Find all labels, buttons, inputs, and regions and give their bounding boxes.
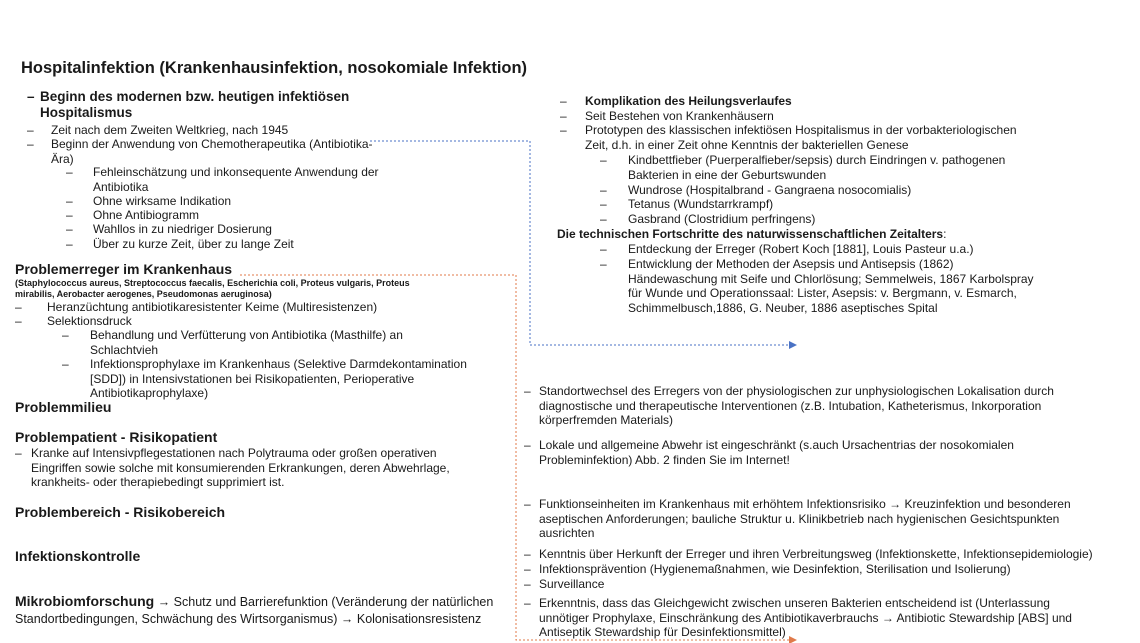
- patient-right-text: – Lokale und allgemeine Abwehr ist eingeschränkt (s.auch Ursachentrias der nosokomialen Probleminfektion) Abb. 2 finden Sie im Internet!: [524, 438, 1014, 467]
- tech-heading: Die technischen Fortschritte des naturwissenschaftlichen Zeitalters:: [557, 227, 947, 241]
- problempatient-heading: Problempatient - Risikopatient: [15, 429, 218, 445]
- sub-list-item: – Über zu kurze Zeit, über zu lange Zeit: [66, 237, 294, 251]
- hospitalismus-heading: – Beginn des modernen bzw. heutigen infektiösen Hospitalismus: [27, 89, 350, 120]
- kontrolle-item: – Kenntnis über Herkunft der Erreger und ihren Verbreitungsweg (Infektionskette, Infektionsepidemiologie): [524, 547, 1093, 561]
- problemerreger-heading: Problemerreger im Krankenhaus: [15, 261, 233, 277]
- right-sub-item: – Wundrose (Hospitalbrand - Gangraena nosocomialis): [600, 183, 912, 197]
- mikrobiom-block: [15, 593, 510, 628]
- list-item: – Heranzüchtung antibiotikaresistenter Keime (Multiresistenzen): [15, 300, 378, 314]
- milieu-text: – Standortwechsel des Erregers von der physiologischen zur unphysiologischen Lokalisation durch diagnostische und therapeutische Interventionen (z.B. Intubation, Katheterismus, Inkorporation körperfremden Materials): [524, 384, 1054, 428]
- mikrobiom-right-text: – Erkenntnis, dass das Gleichgewicht zwischen unseren Bakterien entscheidend ist (Unterlassung unnötiger Prophylaxe, Einschränkung des Antibiotikaverbrauchs → Antibiotic Stewardship [ABS] und Antiseptik Stewardship für Desinfektionsmittel): [524, 596, 1072, 640]
- right-sub-item: – Gasbrand (Clostridium perfringens): [600, 212, 816, 226]
- sub-list-item: – Wahllos in zu niedriger Dosierung: [66, 222, 272, 236]
- kontrolle-item: – Infektionsprävention (Hygienemaßnahmen, wie Desinfektion, Sterilisation und Isolierung): [524, 562, 1011, 576]
- right-sub-item: – Tetanus (Wundstarrkrampf): [600, 197, 774, 211]
- sub-list-item: – Infektionsprophylaxe im Krankenhaus (Selektive Darmdekontamination [SDD]) in Intensivstationen bei Risikopatienten, Perioperative Antibiotikaprophylaxe): [62, 357, 467, 401]
- right-sub-item: – Kindbettfieber (Puerperalfieber/sepsis) durch Eindringen v. pathogenen Bakterien in eine der Geburtswunden: [600, 153, 1006, 182]
- sub-list-item: – Ohne Antibiogramm: [66, 208, 200, 222]
- erreger-list: (Staphylococcus aureus, Streptococcus faecalis, Escherichia coli, Proteus vulgaris, Proteus mirabilis, Aerobacter aerogenes, Pseudomonas aeruginosa): [15, 278, 410, 299]
- right-sub-item: – Entwicklung der Methoden der Asepsis und Antisepsis (1862) Händewaschung mit Seife und Chlorlösung; Semmelweis, 1867 Karbolspray für Wunde und Operationssaal: Lister, Asepsis: v. Bergmann, v. Esmarch, Schimmelbusch,1886, G. Neuber, 1886 aseptisches Spital: [600, 257, 1034, 315]
- sub-list-item: – Fehleinschätzung und inkonsequente Anwendung der Antibiotika: [66, 165, 379, 194]
- problemmilieu-heading: Problemmilieu: [15, 399, 112, 415]
- right-list-item: – Komplikation des Heilungsverlaufes: [560, 94, 792, 108]
- list-item: – Selektionsdruck: [15, 314, 132, 328]
- right-list-item: – Prototypen des klassischen infektiösen Hospitalismus in der vorbakteriologischen Zeit, d.h. in einer Zeit ohne Kenntnis der bakteriellen Genese: [560, 123, 1017, 152]
- kontrolle-item: – Surveillance: [524, 577, 605, 591]
- mikrobiom-heading: Mikrobiomforschung: [15, 593, 155, 609]
- right-list-item: – Seit Bestehen von Krankenhäusern: [560, 109, 774, 123]
- page-title: Hospitalinfektion (Krankenhausinfektion, nosokomiale Infektion): [21, 59, 528, 77]
- patient-text: – Kranke auf Intensivpflegestationen nach Polytrauma oder großen operativen Eingriffen sowie solche mit konsumierenden Erkrankungen, deren Abwehrlage, krankheits- oder therapiebedingt supprimiert ist.: [15, 446, 450, 490]
- mikrobiom-text: → Schutz und Barrierefunktion (Veränderung der natürlichen Standortbedingungen, Schwächung des Wirtsorganismus) → Kolonisationsresistenz: [15, 595, 494, 626]
- problembereich-heading: Problembereich - Risikobereich: [15, 504, 226, 520]
- sub-list-item: – Ohne wirksame Indikation: [66, 194, 232, 208]
- list-item: – Zeit nach dem Zweiten Weltkrieg, nach 1945: [27, 123, 289, 137]
- list-item: – Beginn der Anwendung von Chemotherapeutika (Antibiotika-Ära): [27, 137, 373, 166]
- infektionskontrolle-heading: Infektionskontrolle: [15, 548, 141, 564]
- right-sub-item: – Entdeckung der Erreger (Robert Koch [1881], Louis Pasteur u.a.): [600, 242, 974, 256]
- sub-list-item: – Behandlung und Verfütterung von Antibiotika (Masthilfe) an Schlachtvieh: [62, 328, 403, 357]
- bereich-text: – Funktionseinheiten im Krankenhaus mit erhöhtem Infektionsrisiko → Kreuzinfektion und besonderen aseptischen Anforderungen; bauliche Struktur u. Klinikbetrieb nach hygienischen Gesichtspunkten ausrichten: [524, 497, 1071, 541]
